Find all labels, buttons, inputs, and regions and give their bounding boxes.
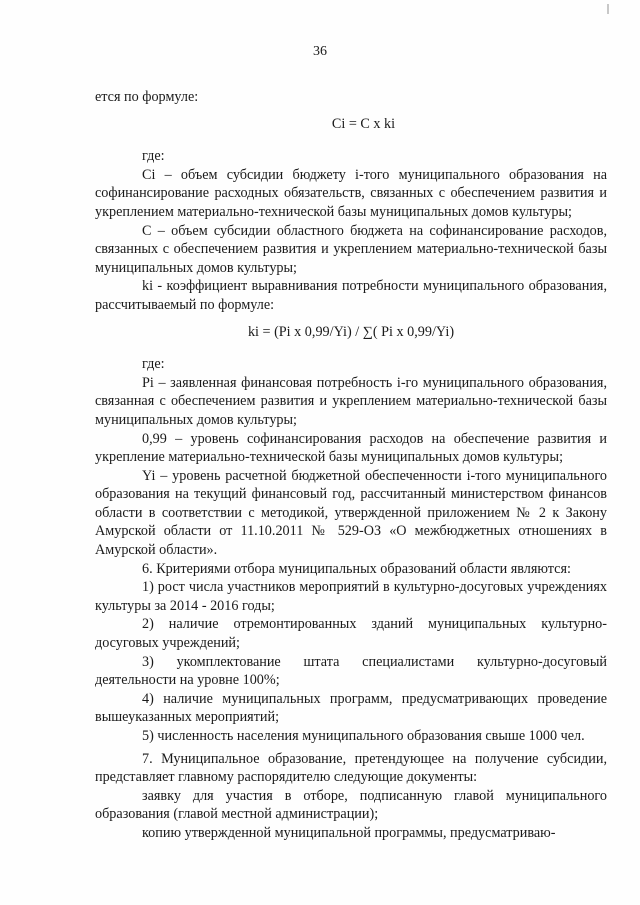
where-label: где: — [142, 356, 165, 373]
intro-line: ется по формуле: — [95, 89, 199, 105]
definition-yi: Yi – уровень расчетной бюджетной обеспеченности i-того муниципального образования на текущий финансовый год, рассчитанный министерством финансов области в соответствии с методикой, утвержденной приложением № 2 к Закону Амурской области от 11.10.2011 № 529-ОЗ «О межбюджетных отношениях в Амурской области». — [95, 467, 607, 559]
definition-0-99: 0,99 – уровень софинансирования расходов на обеспечение развития и укрепление материально-технической базы муниципальных домов культуры; — [95, 430, 607, 466]
formula-ci: Ci = C x ki — [331, 115, 396, 132]
where-label: где: — [142, 148, 165, 165]
document-item: заявку для участия в отборе, подписанную главой муниципального образования (главой местной администрации); — [95, 787, 607, 823]
definition-c: C – объем субсидии областного бюджета на софинансирование расходов, связанных с обеспечением развития и укреплением материально-технической базы муниципальных домов культуры; — [95, 222, 607, 276]
criterion-item: 2) наличие отремонтированных зданий муниципальных культурно-досуговых учреждений; — [95, 616, 607, 652]
criterion-item: 5) численность населения муниципального образования свыше 1000 чел. — [142, 728, 585, 744]
document-item: копию утвержденной муниципальной программы, предусматриваю- — [142, 824, 556, 841]
document-body — [95, 88, 607, 843]
criterion-item: 3) укомплектование штата специалистами культурно-досуговый деятельности на уровне 100%; — [95, 653, 607, 689]
scan-artifact — [607, 4, 609, 14]
definition-ki: ki - коэффициент выравнивания потребности муниципального образования, рассчитываемый по формуле: — [95, 278, 607, 313]
clause-6: 6. Критериями отбора муниципальных образований области являются: — [142, 560, 571, 577]
criterion-item: 1) рост числа участников мероприятий в культурно-досуговых учреждениях культуры за 2014 - 2016 годы; — [95, 579, 607, 614]
clause-7: 7. Муниципальное образование, претендующее на получение субсидии, представляет главному распорядителю следующие документы: — [95, 750, 607, 786]
definition-pi: Pi – заявленная финансовая потребность i-го муниципального образования, связанная с обеспечением развития и укреплением материально-технической базы муниципальных домов культуры; — [95, 374, 607, 428]
page-number: 36 — [313, 44, 327, 59]
definition-ci: Ci – объем субсидии бюджету i-того муниципального образования на софинансирование расходных обязательств, связанных с обеспечением развития и укреплением материально-технической базы муниципальных домов культуры; — [95, 166, 607, 220]
formula-ki: ki = (Pi x 0,99/Yi) / ∑( Pi x 0,99/Yi) — [247, 323, 455, 340]
criterion-item: 4) наличие муниципальных программ, предусматривающих проведение вышеуказанных мероприятий; — [95, 690, 607, 726]
